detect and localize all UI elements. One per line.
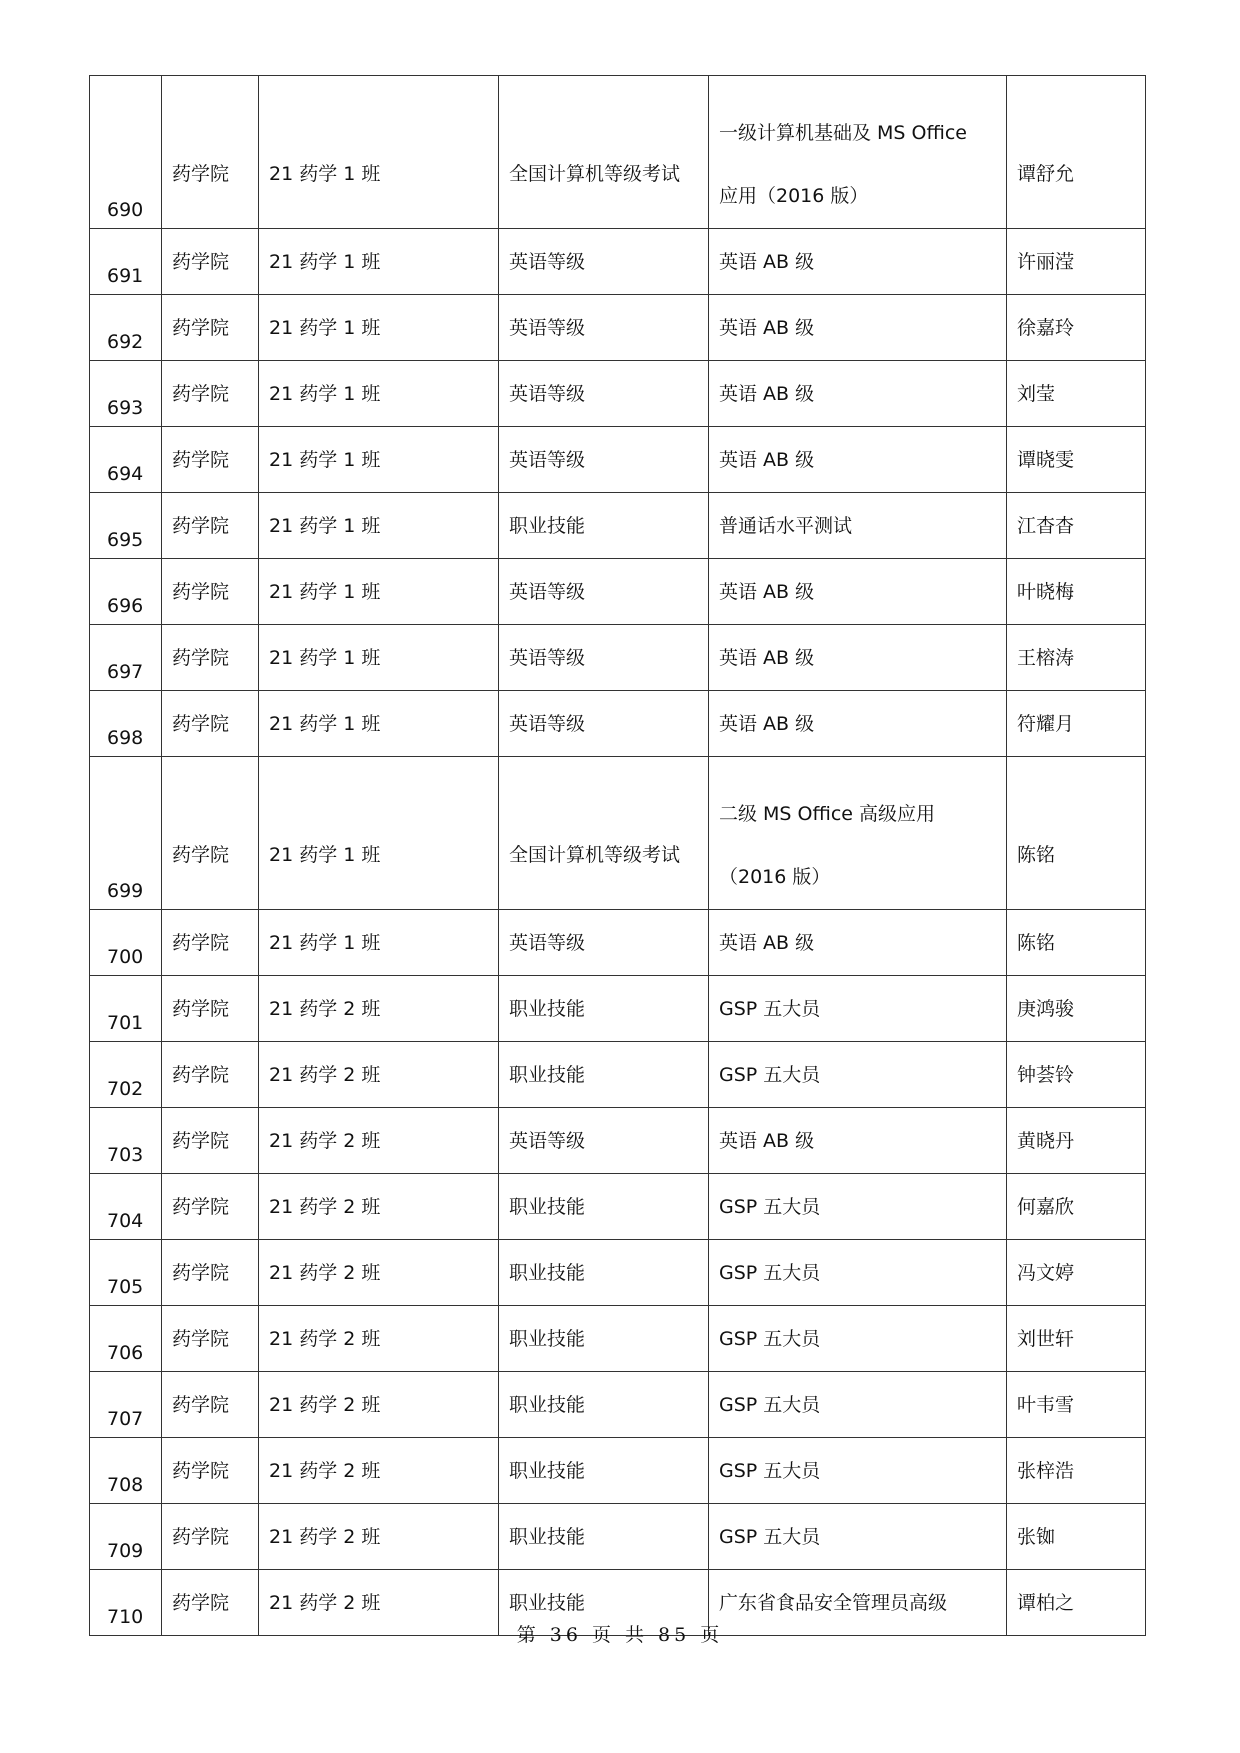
student-name-cell: 谭舒允 [1007,76,1146,229]
table-row [90,1504,1146,1570]
certificate-item-line: GSP 五大员 [719,1064,821,1086]
row-number-cell: 709 [90,1504,162,1570]
class-cell: 21 药学 1 班 [259,691,499,757]
category-cell: 英语等级 [499,427,709,493]
row-number-cell: 693 [90,361,162,427]
student-name-cell: 庚鸿骏 [1007,976,1146,1042]
certificate-item-cell [709,910,1007,976]
student-name-cell: 刘世轩 [1007,1306,1146,1372]
row-number-cell: 702 [90,1042,162,1108]
row-number-cell: 695 [90,493,162,559]
college-cell: 药学院 [162,295,259,361]
class-cell: 21 药学 2 班 [259,1570,499,1636]
class-cell: 21 药学 2 班 [259,1240,499,1306]
certificate-item-cell [709,1306,1007,1372]
category-cell: 全国计算机等级考试 [499,76,709,229]
college-cell: 药学院 [162,1504,259,1570]
student-name-cell: 江杳杳 [1007,493,1146,559]
table-row [90,559,1146,625]
category-cell: 全国计算机等级考试 [499,757,709,910]
student-name-cell: 谭柏之 [1007,1570,1146,1636]
student-name-cell: 许丽滢 [1007,229,1146,295]
certificate-item-cell [709,229,1007,295]
certificate-item-line: GSP 五大员 [719,1328,821,1350]
category-cell: 职业技能 [499,1240,709,1306]
certificate-item-cell [709,295,1007,361]
category-cell: 英语等级 [499,691,709,757]
row-number-cell: 696 [90,559,162,625]
certificate-item-cell [709,757,1007,910]
class-cell: 21 药学 2 班 [259,1174,499,1240]
category-cell: 英语等级 [499,229,709,295]
row-number-cell: 706 [90,1306,162,1372]
certificate-item-line: 英语 AB 级 [719,383,815,405]
certificate-item-cell [709,1438,1007,1504]
category-cell: 职业技能 [499,493,709,559]
college-cell: 药学院 [162,559,259,625]
table-row [90,757,1146,910]
college-cell: 药学院 [162,361,259,427]
certificate-item-line: 英语 AB 级 [719,932,815,954]
certificate-item-line: 英语 AB 级 [719,647,815,669]
student-name-cell: 符耀月 [1007,691,1146,757]
student-name-cell: 张铷 [1007,1504,1146,1570]
row-number-cell: 701 [90,976,162,1042]
category-cell: 职业技能 [499,976,709,1042]
table-row [90,295,1146,361]
college-cell: 药学院 [162,1438,259,1504]
college-cell: 药学院 [162,976,259,1042]
category-cell: 职业技能 [499,1174,709,1240]
class-cell: 21 药学 1 班 [259,229,499,295]
certificate-table [89,75,1146,1636]
class-cell: 21 药学 1 班 [259,757,499,910]
certificate-item-cell [709,559,1007,625]
table-row [90,910,1146,976]
college-cell: 药学院 [162,229,259,295]
table-row [90,976,1146,1042]
student-name-cell: 钟荟铃 [1007,1042,1146,1108]
certificate-item-line: 应用（2016 版） [719,185,869,207]
row-number-cell: 705 [90,1240,162,1306]
class-cell: 21 药学 1 班 [259,493,499,559]
class-cell: 21 药学 2 班 [259,1438,499,1504]
certificate-item-cell [709,625,1007,691]
certificate-item-cell [709,976,1007,1042]
class-cell: 21 药学 2 班 [259,1372,499,1438]
certificate-item-cell [709,427,1007,493]
college-cell: 药学院 [162,1240,259,1306]
class-cell: 21 药学 2 班 [259,1306,499,1372]
row-number-cell: 703 [90,1108,162,1174]
college-cell: 药学院 [162,1174,259,1240]
college-cell: 药学院 [162,76,259,229]
class-cell: 21 药学 2 班 [259,1108,499,1174]
college-cell: 药学院 [162,493,259,559]
certificate-item-line: 普通话水平测试 [719,515,853,537]
college-cell: 药学院 [162,1570,259,1636]
row-number-cell: 710 [90,1570,162,1636]
certificate-item-cell [709,361,1007,427]
certificate-item-line: GSP 五大员 [719,1394,821,1416]
table-row [90,1108,1146,1174]
row-number-cell: 691 [90,229,162,295]
certificate-item-cell [709,1240,1007,1306]
student-name-cell: 何嘉欣 [1007,1174,1146,1240]
certificate-item-cell [709,1108,1007,1174]
class-cell: 21 药学 1 班 [259,76,499,229]
student-name-cell: 黄晓丹 [1007,1108,1146,1174]
class-cell: 21 药学 2 班 [259,976,499,1042]
college-cell: 药学院 [162,691,259,757]
class-cell: 21 药学 2 班 [259,1504,499,1570]
college-cell: 药学院 [162,1372,259,1438]
college-cell: 药学院 [162,1042,259,1108]
college-cell: 药学院 [162,1306,259,1372]
row-number-cell: 697 [90,625,162,691]
row-number-cell: 699 [90,757,162,910]
table-row [90,493,1146,559]
category-cell: 职业技能 [499,1438,709,1504]
certificate-item-line: 广东省食品安全管理员高级 [719,1592,948,1614]
class-cell: 21 药学 2 班 [259,1042,499,1108]
page-number: 第 36 页 共 85 页 [516,1624,724,1646]
student-name-cell: 谭晓雯 [1007,427,1146,493]
table-row [90,427,1146,493]
student-name-cell: 陈铭 [1007,757,1146,910]
certificate-item-cell [709,1042,1007,1108]
certificate-item-line: 英语 AB 级 [719,713,815,735]
table-row [90,1240,1146,1306]
student-name-cell: 王榕涛 [1007,625,1146,691]
row-number-cell: 700 [90,910,162,976]
table-row [90,76,1146,229]
category-cell: 英语等级 [499,295,709,361]
college-cell: 药学院 [162,625,259,691]
certificate-item-cell [709,76,1007,229]
certificate-item-line: 英语 AB 级 [719,317,815,339]
row-number-cell: 692 [90,295,162,361]
student-name-cell: 叶韦雪 [1007,1372,1146,1438]
category-cell: 职业技能 [499,1570,709,1636]
certificate-item-line: 英语 AB 级 [719,581,815,603]
table-body [90,76,1146,1636]
student-name-cell: 陈铭 [1007,910,1146,976]
certificate-item-line: 英语 AB 级 [719,251,815,273]
category-cell: 职业技能 [499,1306,709,1372]
row-number-cell: 694 [90,427,162,493]
category-cell: 职业技能 [499,1372,709,1438]
certificate-item-line: GSP 五大员 [719,1526,821,1548]
table-row [90,1372,1146,1438]
table-row [90,229,1146,295]
certificate-item-line: 二级 MS Office 高级应用 [719,803,936,825]
college-cell: 药学院 [162,1108,259,1174]
category-cell: 英语等级 [499,625,709,691]
table-row [90,1438,1146,1504]
table-row [90,1042,1146,1108]
certificate-item-line: GSP 五大员 [719,1262,821,1284]
row-number-cell: 690 [90,76,162,229]
class-cell: 21 药学 1 班 [259,559,499,625]
row-number-cell: 707 [90,1372,162,1438]
certificate-item-line: GSP 五大员 [719,1196,821,1218]
category-cell: 英语等级 [499,910,709,976]
certificate-item-line: GSP 五大员 [719,1460,821,1482]
table-row [90,1174,1146,1240]
certificate-item-cell [709,1174,1007,1240]
student-name-cell: 张梓浩 [1007,1438,1146,1504]
certificate-item-cell [709,493,1007,559]
student-name-cell: 冯文婷 [1007,1240,1146,1306]
student-name-cell: 徐嘉玲 [1007,295,1146,361]
category-cell: 英语等级 [499,361,709,427]
class-cell: 21 药学 1 班 [259,910,499,976]
certificate-item-cell [709,1504,1007,1570]
category-cell: 英语等级 [499,559,709,625]
certificate-item-line: 一级计算机基础及 MS Office [719,122,967,144]
college-cell: 药学院 [162,910,259,976]
class-cell: 21 药学 1 班 [259,295,499,361]
class-cell: 21 药学 1 班 [259,361,499,427]
category-cell: 职业技能 [499,1042,709,1108]
student-name-cell: 叶晓梅 [1007,559,1146,625]
row-number-cell: 704 [90,1174,162,1240]
certificate-item-cell [709,1372,1007,1438]
category-cell: 职业技能 [499,1504,709,1570]
certificate-item-cell [709,691,1007,757]
student-name-cell: 刘莹 [1007,361,1146,427]
certificate-item-line: 英语 AB 级 [719,449,815,471]
table-row [90,1306,1146,1372]
class-cell: 21 药学 1 班 [259,427,499,493]
college-cell: 药学院 [162,757,259,910]
table-row [90,361,1146,427]
table-row [90,691,1146,757]
certificate-item-line: 英语 AB 级 [719,1130,815,1152]
row-number-cell: 708 [90,1438,162,1504]
certificate-item-line: GSP 五大员 [719,998,821,1020]
table-row [90,625,1146,691]
class-cell: 21 药学 1 班 [259,625,499,691]
category-cell: 英语等级 [499,1108,709,1174]
college-cell: 药学院 [162,427,259,493]
certificate-item-line: （2016 版） [719,866,831,888]
row-number-cell: 698 [90,691,162,757]
